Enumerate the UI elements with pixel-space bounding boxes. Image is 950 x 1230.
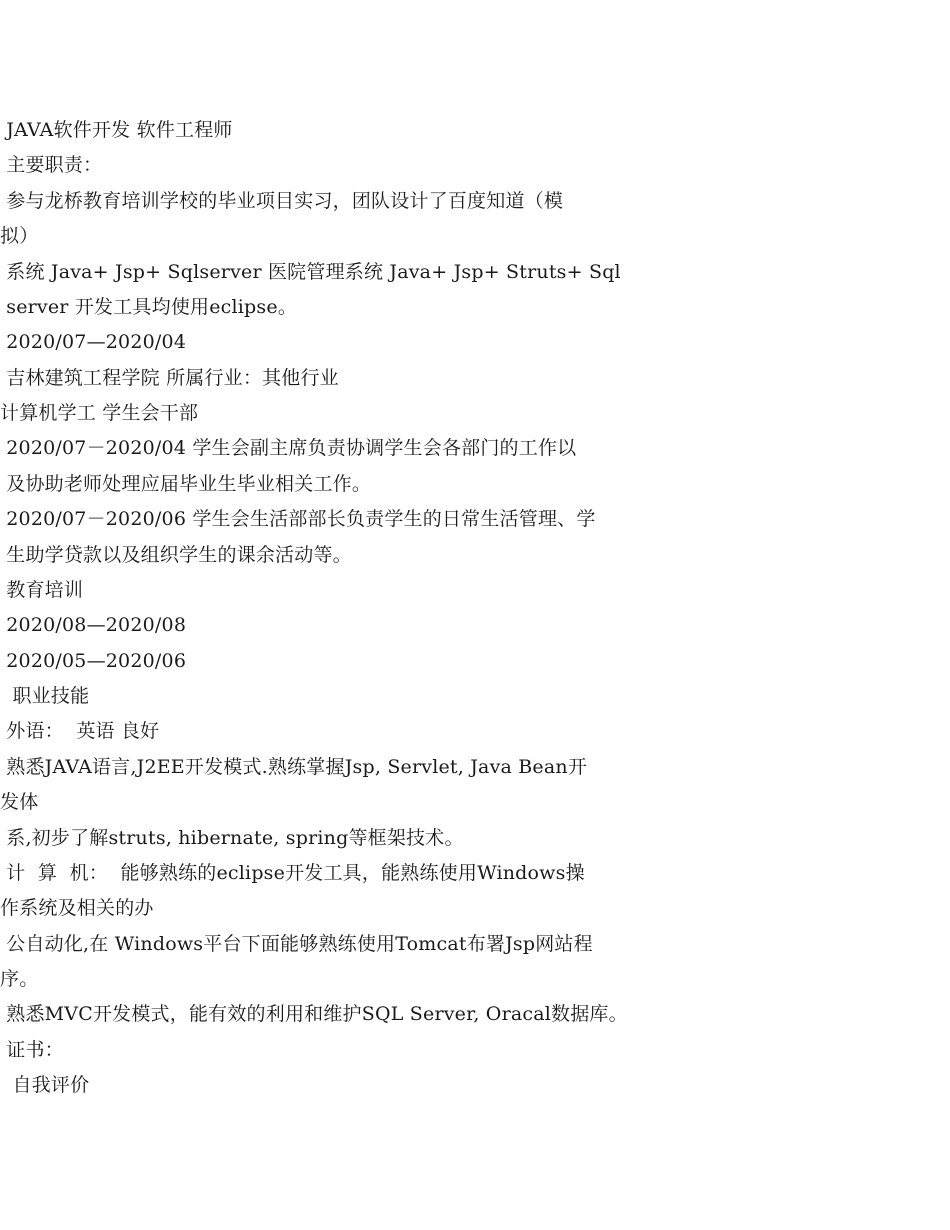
student-union-experience-line: 2020/07－2020/06 学生会生活部部长负责学生的日常生活管理、学 — [0, 508, 596, 530]
professional-skills-heading: 职业技能 — [0, 685, 90, 707]
student-union-experience-line: 及协助老师处理应届毕业生毕业相关工作。 — [0, 473, 372, 495]
skill-description-line: 发体 — [0, 791, 39, 813]
language-skill-line: 外语： 英语 良好 — [0, 720, 160, 742]
database-skill-line: 熟悉MVC开发模式，能有效的利用和维护SQL Server, Oracal数据库。 — [0, 1003, 628, 1025]
computer-skill-line: 序。 — [0, 968, 39, 990]
date-range-line: 2020/08—2020/08 — [0, 614, 187, 636]
date-range-line: 2020/07—2020/04 — [0, 331, 187, 353]
skill-description-line: 熟悉JAVA语言,J2EE开发模式.熟练掌握Jsp, Servlet, Java Bean开 — [0, 756, 588, 778]
computer-skill-line: 公自动化,在 Windows平台下面能够熟练使用Tomcat布署Jsp网站程 — [0, 933, 593, 955]
project-description-line: 参与龙桥教育培训学校的毕业项目实习，团队设计了百度知道（模 — [0, 190, 564, 212]
certificates-heading: 证书： — [0, 1039, 64, 1061]
education-training-heading: 教育培训 — [0, 579, 84, 601]
project-description-line: 拟） — [0, 225, 39, 247]
job-title-line: JAVA软件开发 软件工程师 — [0, 119, 233, 141]
student-role-line: 计算机学工 学生会干部 — [0, 402, 199, 424]
skill-description-line: 系,初步了解struts, hibernate, spring等框架技术。 — [0, 827, 464, 849]
self-evaluation-heading: 自我评价 — [0, 1074, 90, 1096]
student-union-experience-line: 2020/07－2020/04 学生会副主席负责协调学生会各部门的工作以 — [0, 437, 577, 459]
project-description-line: server 开发工具均使用eclipse。 — [0, 296, 298, 318]
school-industry-line: 吉林建筑工程学院 所属行业：其他行业 — [0, 367, 339, 389]
responsibilities-heading: 主要职责： — [0, 154, 103, 176]
student-union-experience-line: 生助学贷款以及组织学生的课余活动等。 — [0, 544, 352, 566]
project-description-line: 系统 Java+ Jsp+ Sqlserver 医院管理系统 Java+ Jsp+ Struts+ Sql — [0, 261, 621, 283]
computer-skill-line: 作系统及相关的办 — [0, 897, 154, 919]
date-range-line: 2020/05—2020/06 — [0, 650, 187, 672]
computer-skill-line: 计 算 机： 能够熟练的eclipse开发工具，能熟练使用Windows操 — [0, 862, 585, 884]
